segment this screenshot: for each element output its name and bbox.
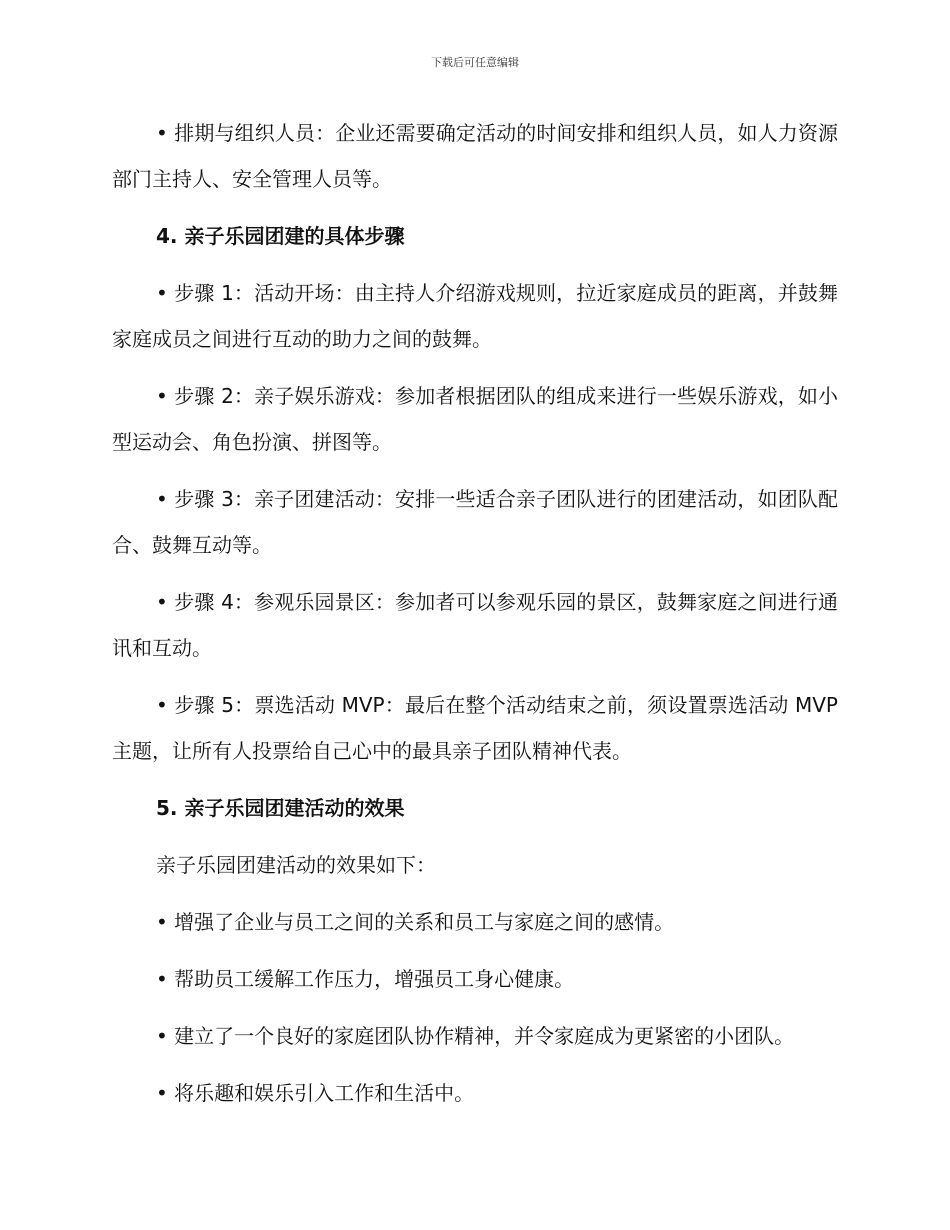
section-heading-effects: 5. 亲子乐园团建活动的效果 <box>156 796 405 820</box>
bullet-step-3: • 步骤 3：亲子团建活动：安排一些适合亲子团队进行的团建活动，如团队配合、鼓舞互动等。 <box>112 487 838 557</box>
section-heading-steps: 4. 亲子乐园团建的具体步骤 <box>156 224 405 248</box>
bullet-step-5: • 步骤 5：票选活动 MVP：最后在整个活动结束之前，须设置票选活动 MVP 主题，让所有人投票给自己心中的最具亲子团队精神代表。 <box>112 693 838 763</box>
document-body <box>112 110 838 1127</box>
bullet-effect-stress: • 帮助员工缓解工作压力，增强员工身心健康。 <box>156 967 575 991</box>
page-header: 下载后可任意编辑 <box>431 56 519 69</box>
effects-intro: 亲子乐园团建活动的效果如下： <box>156 853 436 877</box>
bullet-effect-relationship: • 增强了企业与员工之间的关系和员工与家庭之间的感情。 <box>156 910 675 934</box>
bullet-step-2: • 步骤 2：亲子娱乐游戏：参加者根据团队的组成来进行一些娱乐游戏，如小型运动会、角色扮演、拼图等。 <box>112 384 838 454</box>
bullet-step-1: • 步骤 1：活动开场：由主持人介绍游戏规则，拉近家庭成员的距离，并鼓舞家庭成员之间进行互动的助力之间的鼓舞。 <box>112 281 838 351</box>
bullet-effect-teamwork: • 建立了一个良好的家庭团队协作精神，并令家庭成为更紧密的小团队。 <box>156 1024 795 1048</box>
bullet-scheduling-staff: • 排期与组织人员：企业还需要确定活动的时间安排和组织人员，如人力资源部门主持人、安全管理人员等。 <box>112 121 838 191</box>
bullet-step-4: • 步骤 4：参观乐园景区：参加者可以参观乐园的景区，鼓舞家庭之间进行通讯和互动。 <box>112 590 838 660</box>
bullet-effect-fun: • 将乐趣和娱乐引入工作和生活中。 <box>156 1081 475 1105</box>
